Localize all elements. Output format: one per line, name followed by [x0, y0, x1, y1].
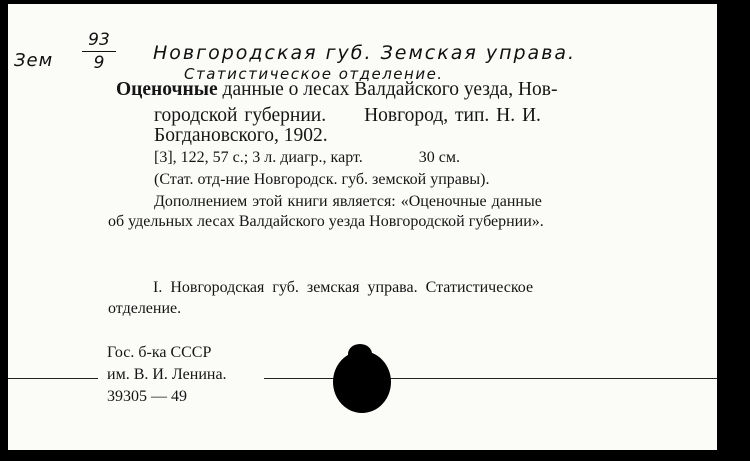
- catalog-card: [8, 4, 717, 450]
- note-line-2: об удельных лесах Валдайского уезда Новгородской губернии».: [108, 213, 544, 230]
- pagination-pages: [3], 122, 57 с.; 3 л. диагр., карт.: [154, 149, 363, 166]
- note-line-1: Дополнением этой книги является: «Оценочные данные: [154, 193, 542, 210]
- title-line-2a: городской губернии.: [154, 105, 327, 126]
- series-line: (Стат. отд-ние Новгородск. губ. земской управы).: [154, 171, 490, 188]
- punch-hole-edge: [348, 344, 372, 364]
- rule-left: [8, 378, 98, 379]
- library-line-2: им. В. И. Ленина.: [107, 366, 227, 383]
- pagination-size: 30 см.: [418, 149, 460, 166]
- title-line-3: Богдановского, 1902.: [154, 125, 328, 146]
- handwritten-department-line: Статистическое отделение.: [184, 65, 444, 83]
- title-line-1: [116, 79, 557, 101]
- title-bold-word: Оценочные: [116, 79, 218, 100]
- title-rest: данные о лесах Валдайского уезда, Нов-: [217, 79, 558, 100]
- rule-middle: [264, 378, 339, 379]
- handwritten-author-line: Новгородская губ. Земская управа.: [153, 42, 577, 64]
- pagination-line: [154, 149, 460, 167]
- subject-line-1: I. Новгородская губ. земская управа. Статистическое: [153, 279, 534, 296]
- library-line-1: Гос. б-ка СССР: [107, 344, 212, 361]
- shelf-numerator: 93: [82, 30, 116, 52]
- rule-right: [384, 378, 717, 379]
- catalog-number: 39305 — 49: [107, 388, 187, 405]
- shelf-denominator: 9: [93, 53, 105, 73]
- title-line-2: [154, 105, 541, 127]
- shelf-fraction: [82, 30, 116, 73]
- title-line-2b: Новгород, тип. Н. И.: [364, 105, 541, 126]
- shelf-mark: Зем: [14, 50, 54, 71]
- subject-line-2: отделение.: [108, 300, 182, 317]
